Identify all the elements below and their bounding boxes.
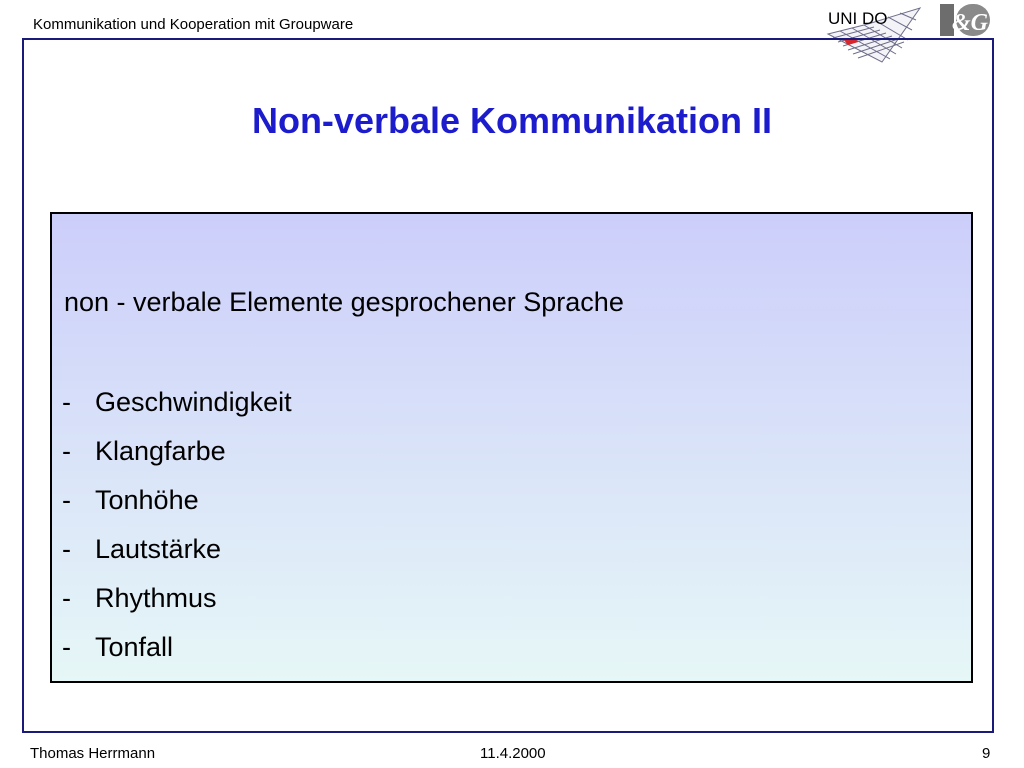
list-item-text: Klangfarbe xyxy=(95,436,226,466)
list-item xyxy=(62,480,292,529)
course-title: Kommunikation und Kooperation mit Groupware xyxy=(33,16,354,33)
ig-logo xyxy=(938,2,992,38)
footer-date: 11.4.2000 xyxy=(480,745,546,762)
logo-text: UNI DO xyxy=(828,9,888,28)
dash-marker: - xyxy=(62,485,71,515)
list-item xyxy=(62,431,292,480)
dash-marker: - xyxy=(62,534,71,564)
list-item-text: Lautstärke xyxy=(95,534,222,564)
list-item xyxy=(62,578,292,627)
list-item xyxy=(62,627,292,676)
dash-marker: - xyxy=(62,583,71,613)
list-item-text: Geschwindigkeit xyxy=(95,387,292,417)
dash-marker: - xyxy=(62,436,71,466)
slide-title: Non-verbale Kommunikation II xyxy=(251,100,773,141)
bullet-list xyxy=(62,382,292,676)
intro-text: non - verbale Elemente gesprochener Sprache xyxy=(64,287,624,317)
page-number: 9 xyxy=(982,745,991,762)
list-item-text: Tonhöhe xyxy=(95,485,199,515)
footer-author: Thomas Herrmann xyxy=(30,745,156,762)
content-box xyxy=(50,212,973,683)
list-item xyxy=(62,382,292,431)
list-item xyxy=(62,529,292,578)
dash-marker: - xyxy=(62,632,71,662)
list-item-text: Rhythmus xyxy=(95,583,217,613)
dash-marker: - xyxy=(62,387,71,417)
list-item-text: Tonfall xyxy=(95,632,174,662)
logo-ig-text: &G xyxy=(952,10,988,36)
